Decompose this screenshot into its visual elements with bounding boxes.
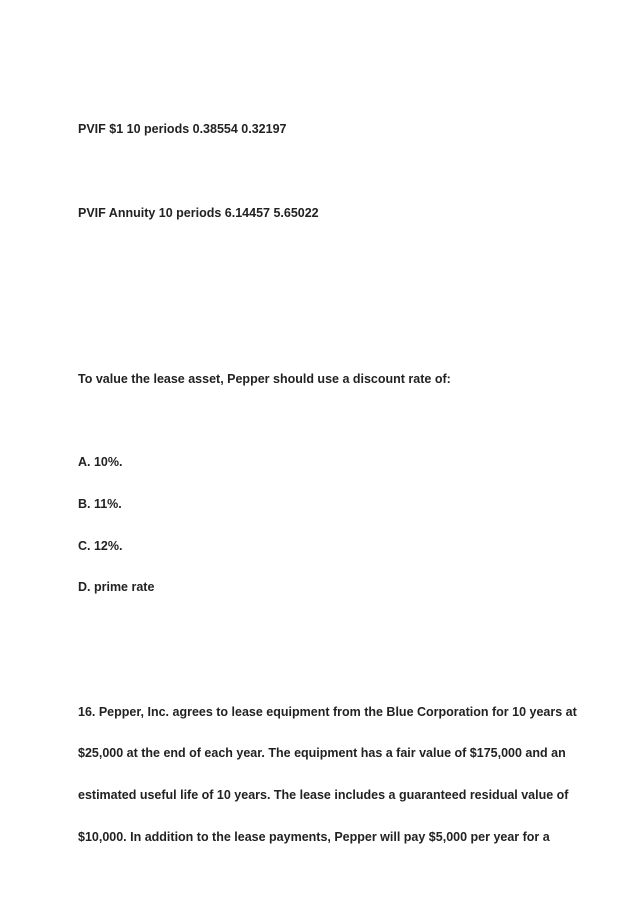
pvif-single-row: PVIF $1 10 periods 0.38554 0.32197 xyxy=(78,122,287,136)
problem-16-line-1: 16. Pepper, Inc. agrees to lease equipment from the Blue Corporation for 10 years at xyxy=(78,705,577,719)
problem-16-line-4: $10,000. In addition to the lease payments, Pepper will pay $5,000 per year for a xyxy=(78,830,550,844)
question-text: To value the lease asset, Pepper should use a discount rate of: xyxy=(78,372,451,386)
option-d: D. prime rate xyxy=(78,580,155,594)
problem-16-line-3: estimated useful life of 10 years. The lease includes a guaranteed residual value of xyxy=(78,788,569,802)
option-a: A. 10%. xyxy=(78,455,123,469)
problem-16-line-2: $25,000 at the end of each year. The equipment has a fair value of $175,000 and an xyxy=(78,746,566,760)
pvif-annuity-row: PVIF Annuity 10 periods 6.14457 5.65022 xyxy=(78,206,319,220)
option-b: B. 11%. xyxy=(78,497,122,511)
option-c: C. 12%. xyxy=(78,539,123,553)
